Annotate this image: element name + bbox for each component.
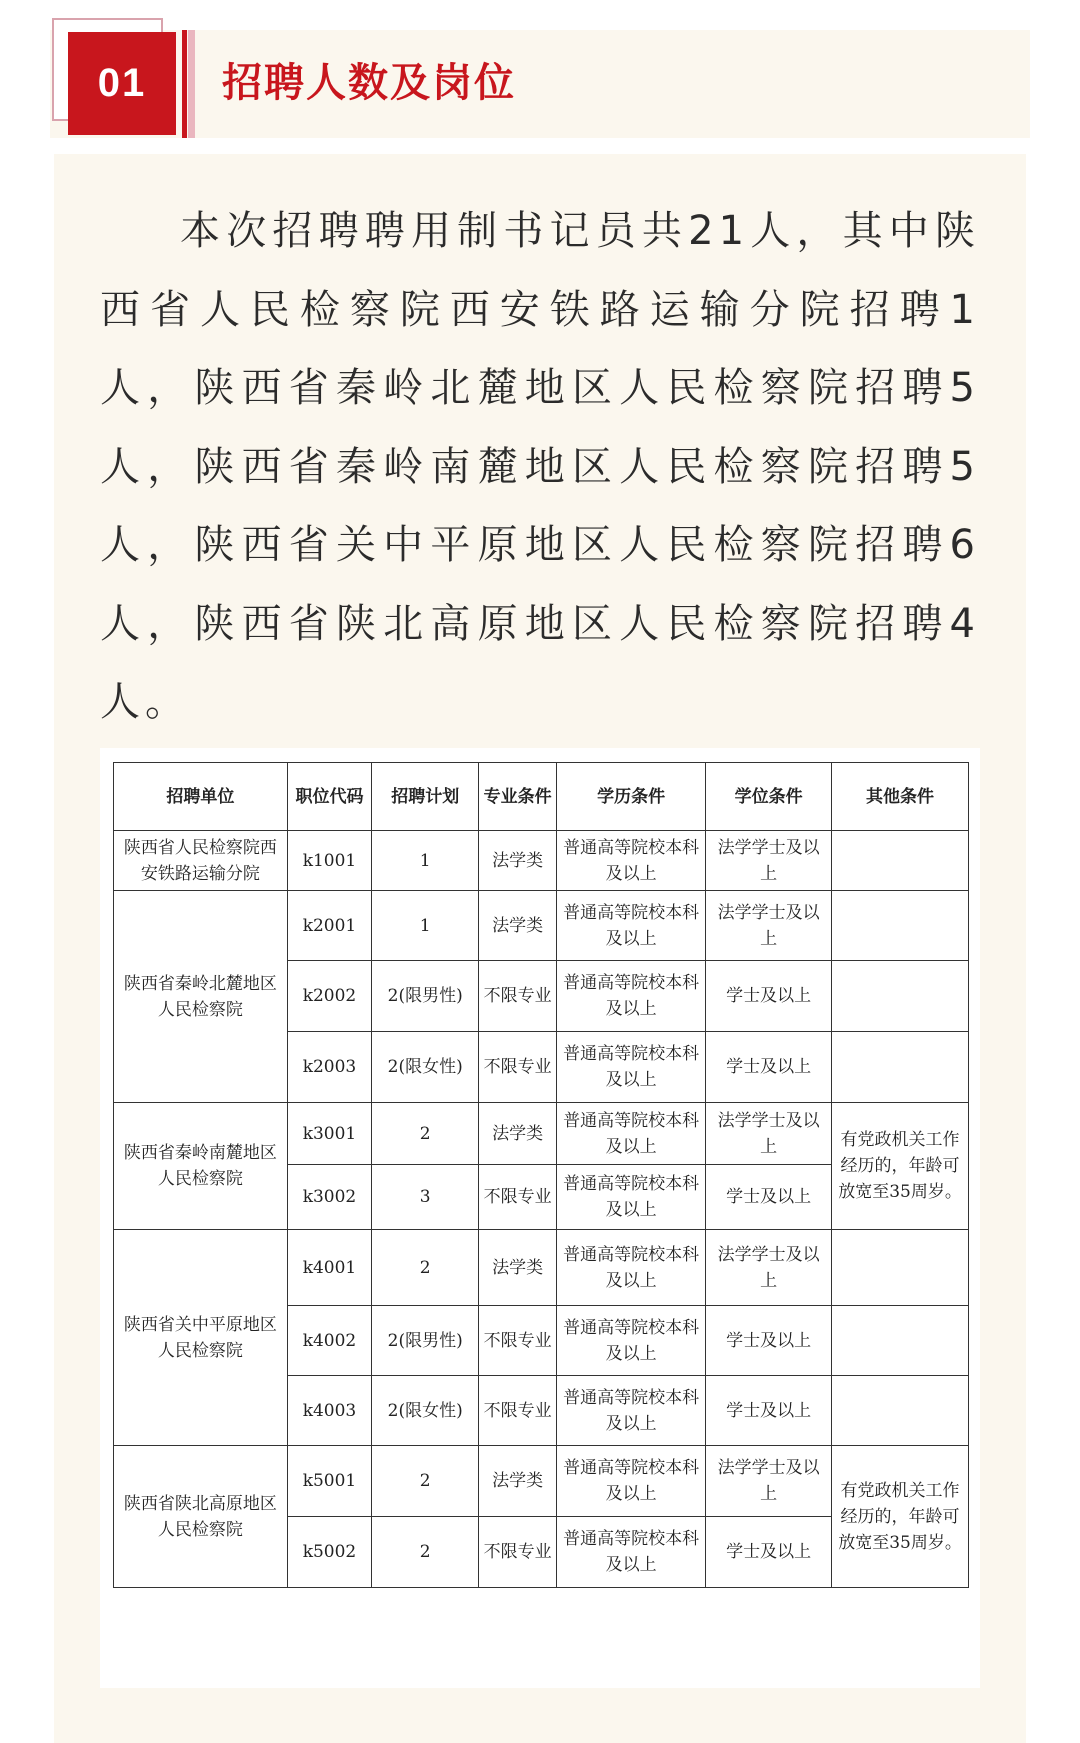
plan-cell: 2(限男性) [372,961,479,1032]
major-cell: 不限专业 [479,1517,557,1588]
major-cell: 法学类 [479,1230,557,1306]
code-cell: k2002 [287,961,372,1032]
education-cell: 普通高等院校本科及以上 [557,1376,706,1446]
other-cell: 有党政机关工作经历的，年龄可放宽至35周岁。 [832,1103,969,1230]
education-cell: 普通高等院校本科及以上 [557,891,706,961]
unit-cell: 陕西省人民检察院西安铁路运输分院 [114,831,288,891]
header-unit: 招聘单位 [114,763,288,831]
major-cell: 不限专业 [479,961,557,1032]
table-row [114,1103,969,1165]
degree-cell: 法学学士及以上 [706,1230,832,1306]
table-row [114,891,969,961]
unit-cell: 陕西省关中平原地区人民检察院 [114,1230,288,1446]
education-cell: 普通高等院校本科及以上 [557,1517,706,1588]
other-cell [832,831,969,891]
degree-cell: 法学学士及以上 [706,1446,832,1517]
major-cell: 法学类 [479,891,557,961]
other-cell [832,1032,969,1103]
table-image-frame [100,748,980,1688]
other-cell [832,891,969,961]
header-degree: 学位条件 [706,763,832,831]
plan-cell: 3 [372,1165,479,1230]
other-cell: 有党政机关工作经历的，年龄可放宽至35周岁。 [832,1446,969,1588]
degree-cell: 法学学士及以上 [706,1103,832,1165]
code-cell: k3002 [287,1165,372,1230]
plan-cell: 2 [372,1103,479,1165]
plan-cell: 1 [372,891,479,961]
table-row [114,1446,969,1517]
plan-cell: 1 [372,831,479,891]
other-cell [832,1376,969,1446]
major-cell: 法学类 [479,1103,557,1165]
major-cell: 不限专业 [479,1165,557,1230]
plan-cell: 2(限男性) [372,1306,479,1376]
section-title: 招聘人数及岗位 [222,60,516,106]
header-code: 职位代码 [287,763,372,831]
degree-cell: 学士及以上 [706,961,832,1032]
degree-cell: 学士及以上 [706,1032,832,1103]
intro-paragraph: 本次招聘聘用制书记员共21人，其中陕西省人民检察院西安铁路运输分院招聘1人，陕西省秦岭北麓地区人民检察院招聘5人，陕西省秦岭南麓地区人民检察院招聘5人，陕西省关中平原地区人民检察院招聘6人，陕西省陕北高原地区人民检察院招聘4人。 [100,208,980,725]
major-cell: 不限专业 [479,1376,557,1446]
education-cell: 普通高等院校本科及以上 [557,831,706,891]
code-cell: k4001 [287,1230,372,1306]
code-cell: k3001 [287,1103,372,1165]
recruitment-table [113,762,969,1588]
education-cell: 普通高等院校本科及以上 [557,1446,706,1517]
education-cell: 普通高等院校本科及以上 [557,1306,706,1376]
other-cell [832,1230,969,1306]
table-header-row [114,763,969,831]
header-plan: 招聘计划 [372,763,479,831]
table-row [114,831,969,891]
major-cell: 不限专业 [479,1306,557,1376]
code-cell: k2003 [287,1032,372,1103]
code-cell: k5001 [287,1446,372,1517]
degree-cell: 学士及以上 [706,1376,832,1446]
unit-cell: 陕西省陕北高原地区人民检察院 [114,1446,288,1588]
plan-cell: 2(限女性) [372,1032,479,1103]
education-cell: 普通高等院校本科及以上 [557,1032,706,1103]
code-cell: k1001 [287,831,372,891]
education-cell: 普通高等院校本科及以上 [557,1230,706,1306]
header-major: 专业条件 [479,763,557,831]
section-number: 01 [68,32,176,135]
plan-cell: 2 [372,1517,479,1588]
degree-cell: 法学学士及以上 [706,891,832,961]
degree-cell: 学士及以上 [706,1517,832,1588]
plan-cell: 2 [372,1230,479,1306]
code-cell: k4002 [287,1306,372,1376]
degree-cell: 学士及以上 [706,1165,832,1230]
other-cell [832,961,969,1032]
other-cell [832,1306,969,1376]
table-row [114,1230,969,1306]
code-cell: k5002 [287,1517,372,1588]
major-cell: 法学类 [479,1446,557,1517]
section-header-band [50,30,1030,138]
major-cell: 不限专业 [479,1032,557,1103]
header-other: 其他条件 [832,763,969,831]
degree-cell: 学士及以上 [706,1306,832,1376]
code-cell: k2001 [287,891,372,961]
major-cell: 法学类 [479,831,557,891]
degree-cell: 法学学士及以上 [706,831,832,891]
unit-cell: 陕西省秦岭北麓地区人民检察院 [114,891,288,1103]
section-accent-bar-light [188,30,195,138]
section-accent-bar [182,30,187,138]
education-cell: 普通高等院校本科及以上 [557,1165,706,1230]
plan-cell: 2(限女性) [372,1376,479,1446]
header-education: 学历条件 [557,763,706,831]
education-cell: 普通高等院校本科及以上 [557,1103,706,1165]
code-cell: k4003 [287,1376,372,1446]
unit-cell: 陕西省秦岭南麓地区人民检察院 [114,1103,288,1230]
plan-cell: 2 [372,1446,479,1517]
education-cell: 普通高等院校本科及以上 [557,961,706,1032]
